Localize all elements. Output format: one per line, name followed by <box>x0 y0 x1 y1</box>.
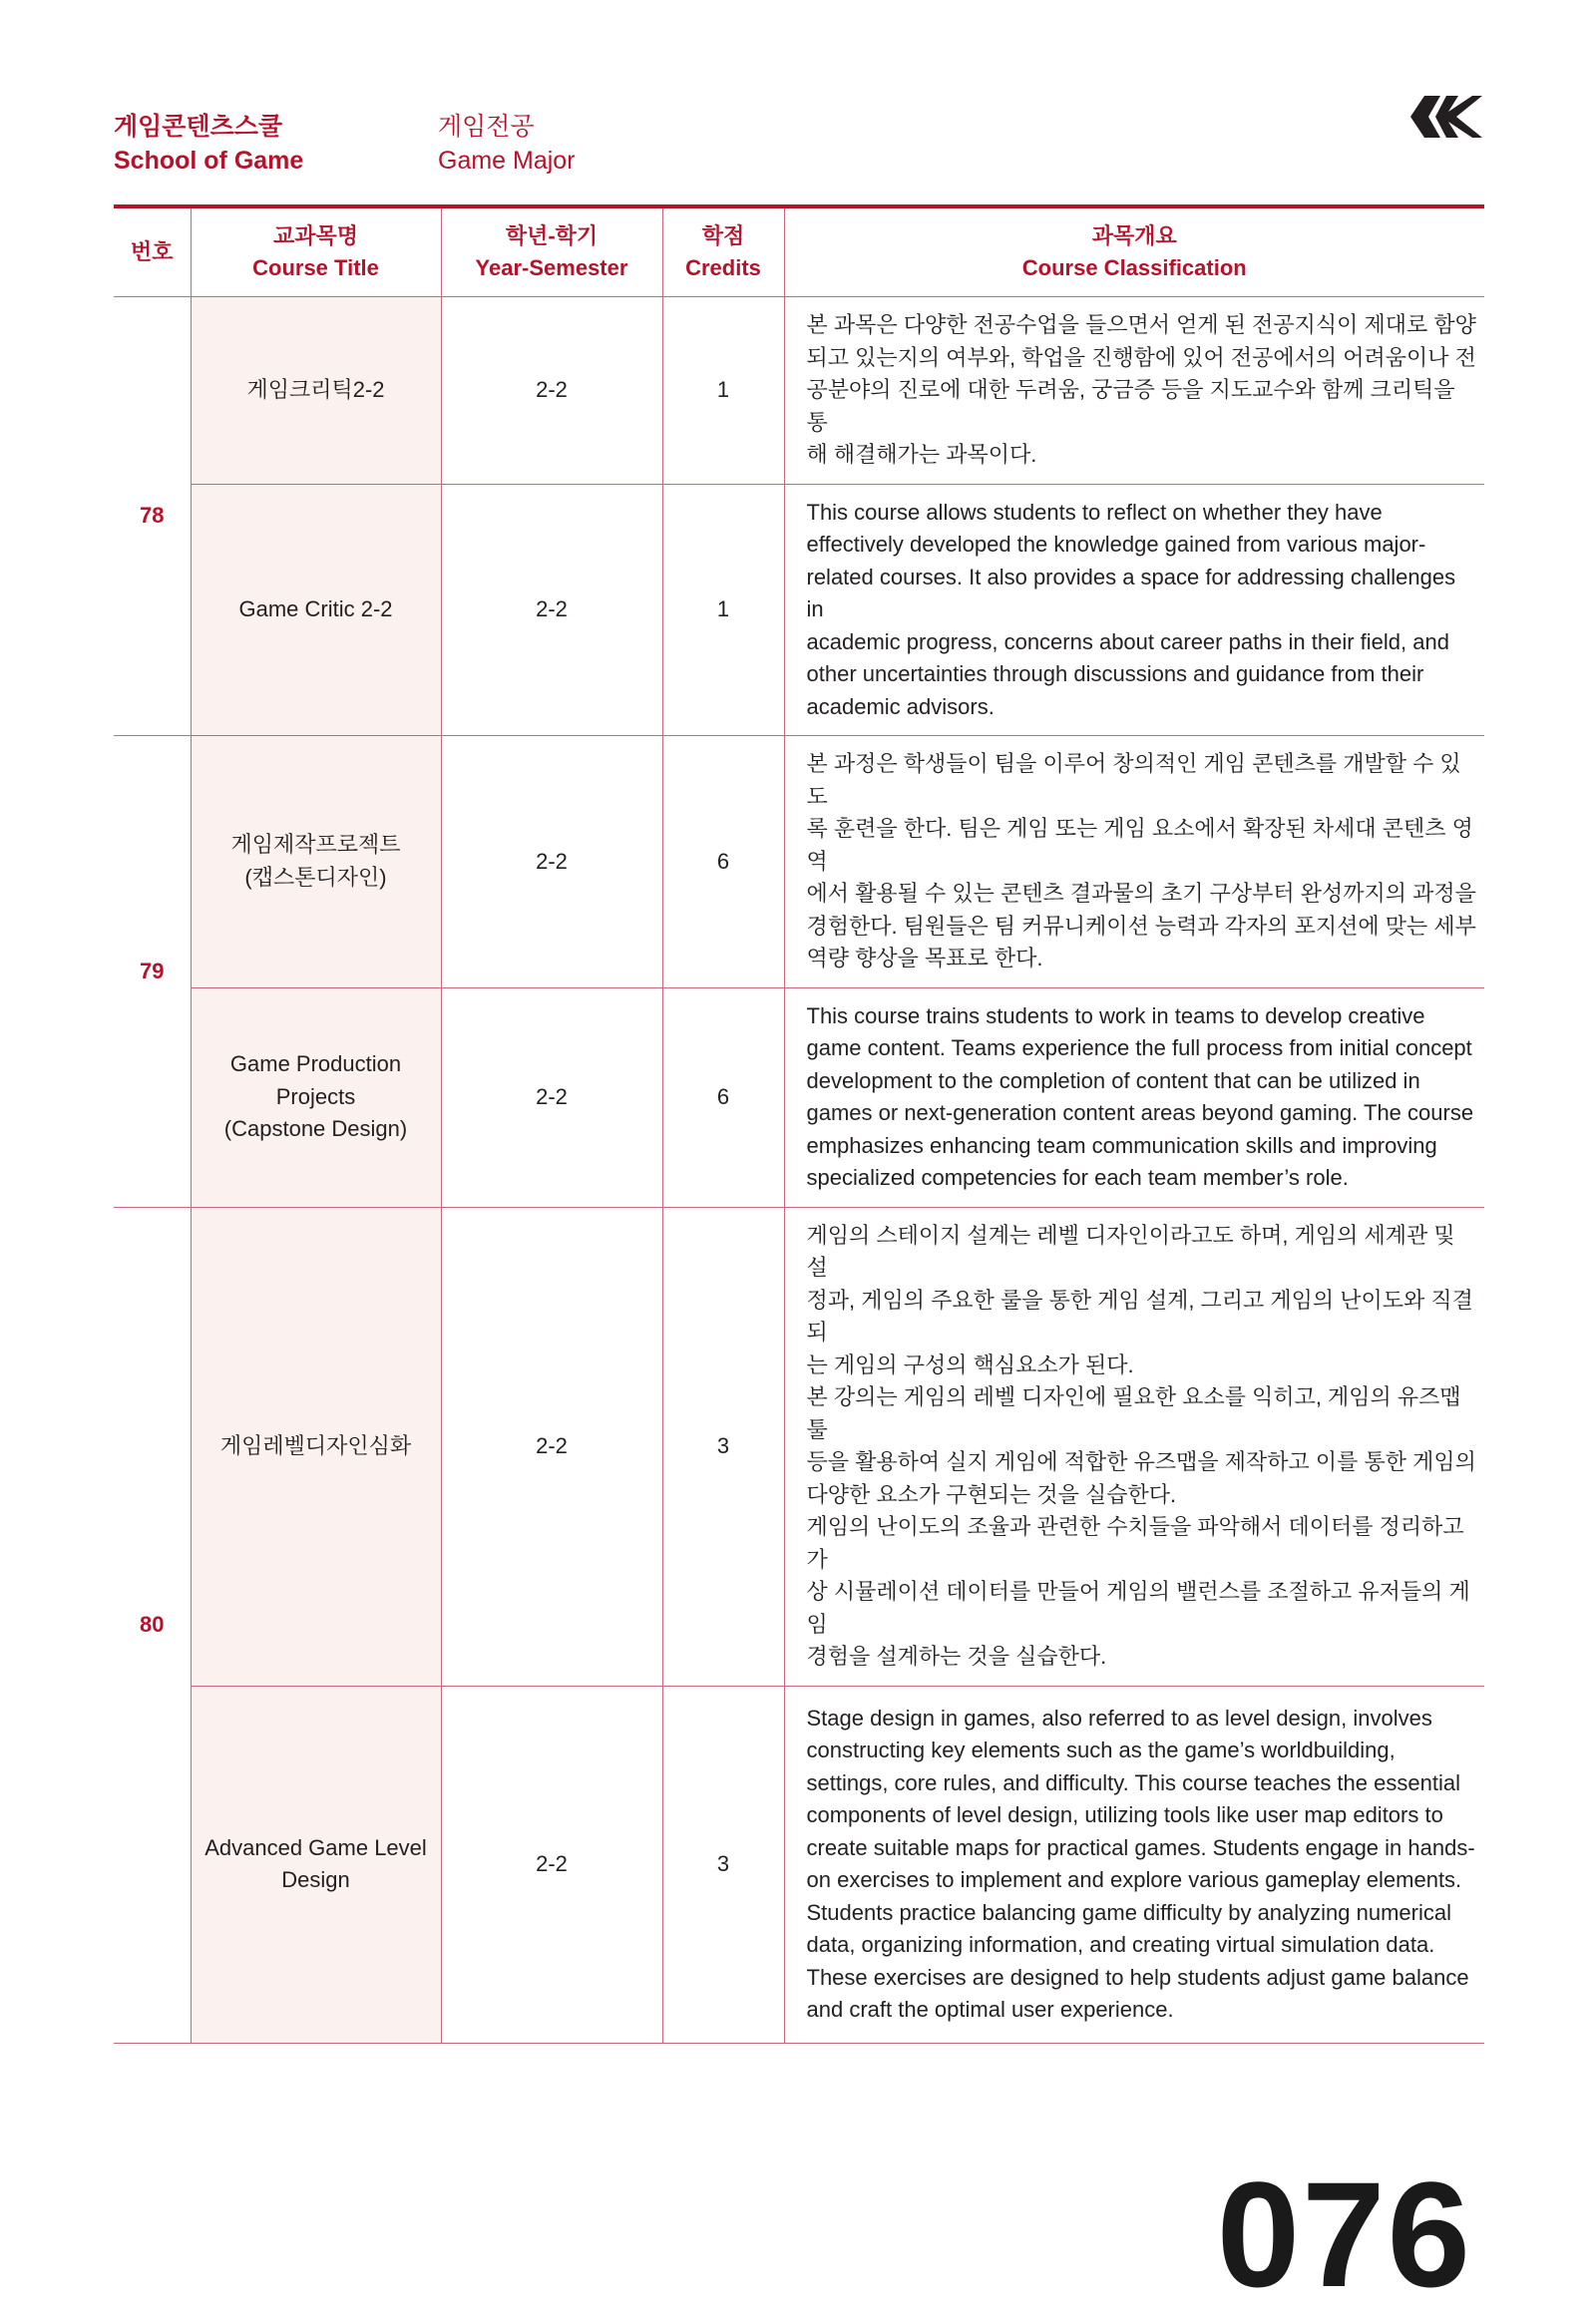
table-row <box>114 1207 1484 1686</box>
table-row <box>114 987 1484 1207</box>
school-name-en: School of Game <box>114 147 304 175</box>
course-description-line: academic advisors. <box>806 693 995 719</box>
course-description-line: constructing key elements such as the game’s worldbuilding, <box>806 1738 1396 1762</box>
course-title-line: Projects <box>275 1083 356 1109</box>
course-description-line: 는 게임의 구성의 핵심요소가 된다. <box>806 1352 1134 1377</box>
header-credits <box>662 208 784 297</box>
year-semester: 2-2 <box>441 297 662 485</box>
page-header <box>114 110 1484 180</box>
course-title: 게임크리틱2-2 <box>191 297 441 485</box>
course-description-line: effectively developed the knowledge gained from various major- <box>806 532 1426 557</box>
course-title-line: 게임제작프로젝트 <box>230 832 401 858</box>
course-description-line: create suitable maps for practical games. Students engage in hands- <box>806 1834 1475 1860</box>
header-year-semester <box>441 208 662 297</box>
course-description-line: This course trains students to work in teams to develop creative <box>806 1002 1425 1028</box>
header-year-en: Year-Semester <box>475 255 628 280</box>
course-description-line: 다양한 요소가 구현되는 것을 실습한다. <box>806 1481 1177 1507</box>
course-description-line: 해 해결해가는 과목이다. <box>806 442 1037 467</box>
course-description-line: Students practice balancing game difficulty by analyzing numerical <box>806 1899 1452 1925</box>
course-description-line: This course allows students to reflect on whether they have <box>806 499 1383 525</box>
year-semester: 2-2 <box>441 484 662 736</box>
course-description-line: 역량 향상을 목표로 한다. <box>806 946 1043 970</box>
header-course-title-ko: 교과목명 <box>272 223 358 248</box>
course-title: 게임레벨디자인심화 <box>191 1207 441 1686</box>
course-description-line: game content. Teams experience the full process from initial concept <box>806 1035 1472 1060</box>
year-semester: 2-2 <box>441 1207 662 1686</box>
course-number: 80 <box>114 1207 191 2043</box>
course-number: 78 <box>114 297 191 736</box>
major-name-en: Game Major <box>438 147 576 175</box>
course-title-line: (캡스톤디자인) <box>244 864 387 890</box>
course-table <box>114 208 1484 2044</box>
major-name-ko: 게임전공 <box>438 113 535 141</box>
course-description-line: games or next-generation content areas beyond gaming. The course <box>806 1100 1474 1125</box>
course-description-line: Stage design in games, also referred to as level design, involves <box>806 1705 1432 1731</box>
course-table-body <box>114 297 1484 2044</box>
course-title-line: Game Production <box>229 1051 402 1077</box>
course-description-line: related courses. It also provides a space for addressing challenges in <box>806 564 1456 621</box>
course-description-line: 게임의 난이도의 조율과 관련한 수치들을 파악해서 데이터를 정리하고 가 <box>806 1514 1464 1572</box>
course-description-line: data, organizing information, and creating virtual simulation data. <box>806 1932 1435 1957</box>
course-description-line: 공분야의 진로에 대한 두려움, 궁금증 등을 지도교수와 함께 크리틱을 통 <box>806 377 1455 435</box>
course-description <box>784 1207 1484 1686</box>
course-description-line: on exercises to implement and explore various gameplay elements. <box>806 1867 1462 1892</box>
course-description-line: 경험한다. 팀원들은 팀 커뮤니케이션 능력과 각자의 포지션에 맞는 세부 <box>806 913 1476 939</box>
table-row <box>114 297 1484 485</box>
header-course-title <box>191 208 441 297</box>
header-credits-ko: 학점 <box>701 223 745 248</box>
course-description-line: 경험을 설계하는 것을 실습한다. <box>806 1644 1107 1669</box>
course-description <box>784 297 1484 485</box>
course-description <box>784 1686 1484 2043</box>
course-description-line: 되고 있는지의 여부와, 학업을 진행함에 있어 전공에서의 어려움이나 전 <box>806 344 1476 370</box>
course-description-line: settings, core rules, and difficulty. This course teaches the essential <box>806 1769 1460 1795</box>
course-title-line: Design <box>281 1867 350 1892</box>
course-title <box>191 987 441 1207</box>
school-name <box>114 110 303 178</box>
course-description-line: emphasizes enhancing team communication skills and improving <box>806 1132 1437 1158</box>
course-description-line: 등을 활용하여 실지 게임에 적합한 유즈맵을 제작하고 이를 통한 게임의 <box>806 1449 1476 1474</box>
course-description <box>784 987 1484 1207</box>
course-number: 79 <box>114 736 191 1208</box>
course-description-line: 본 강의는 게임의 레벨 디자인에 필요한 요소를 익히고, 게임의 유즈맵 툴 <box>806 1384 1461 1442</box>
course-description <box>784 736 1484 988</box>
course-description-line: 본 과목은 다양한 전공수업을 들으면서 얻게 된 전공지식이 제대로 함양 <box>806 312 1476 337</box>
year-semester: 2-2 <box>441 987 662 1207</box>
table-row <box>114 1686 1484 2043</box>
course-description-line: 록 훈련을 한다. 팀은 게임 또는 게임 요소에서 확장된 차세대 콘텐츠 영역 <box>806 816 1473 874</box>
page-number: 076 <box>1216 2150 1472 2318</box>
course-description-line: and craft the optimal user experience. <box>806 1997 1174 2022</box>
header-credits-en: Credits <box>685 255 761 280</box>
course-description-line: academic progress, concerns about career paths in their field, and <box>806 628 1449 654</box>
school-name-ko: 게임콘텐츠스쿨 <box>114 113 283 141</box>
course-description-line: 정과, 게임의 주요한 룰을 통한 게임 설계, 그리고 게임의 난이도와 직결되 <box>806 1287 1473 1345</box>
course-title <box>191 736 441 988</box>
table-row <box>114 736 1484 988</box>
course-title-line: Advanced Game Level <box>204 1834 427 1860</box>
credits: 3 <box>662 1207 784 1686</box>
course-title: Game Critic 2-2 <box>191 484 441 736</box>
credits: 1 <box>662 484 784 736</box>
header-course-summary <box>784 208 1484 297</box>
course-title <box>191 1686 441 2043</box>
header-summary-ko: 과목개요 <box>1091 223 1177 248</box>
course-description-line: 게임의 스테이지 설계는 레벨 디자인이라고도 하며, 게임의 세계관 및 설 <box>806 1222 1455 1280</box>
header-number: 번호 <box>114 208 191 297</box>
table-row <box>114 484 1484 736</box>
year-semester: 2-2 <box>441 736 662 988</box>
credits: 6 <box>662 987 784 1207</box>
course-description-line: components of level design, utilizing tools like user map editors to <box>806 1802 1443 1827</box>
course-description-line: These exercises are designed to help students adjust game balance <box>806 1964 1469 1990</box>
credits: 3 <box>662 1686 784 2043</box>
major-name <box>438 110 576 178</box>
course-description-line: 본 과정은 학생들이 팀을 이루어 창의적인 게임 콘텐츠를 개발할 수 있도 <box>806 751 1461 809</box>
table-header-row <box>114 208 1484 297</box>
course-description-line: specialized competencies for each team member’s role. <box>806 1165 1349 1190</box>
course-description-line: development to the completion of content that can be utilized in <box>806 1067 1420 1093</box>
ck-logo-icon <box>1406 90 1484 144</box>
course-description-line: 에서 활용될 수 있는 콘텐츠 결과물의 초기 구상부터 완성까지의 과정을 <box>806 881 1476 906</box>
header-year-ko: 학년-학기 <box>505 223 598 248</box>
course-description-line: 상 시뮬레이션 데이터를 만들어 게임의 밸런스를 조절하고 유저들의 게임 <box>806 1579 1470 1637</box>
course-description <box>784 484 1484 736</box>
header-summary-en: Course Classification <box>1021 255 1247 280</box>
course-description-line: other uncertainties through discussions and guidance from their <box>806 661 1424 686</box>
course-title-line: (Capstone Design) <box>223 1116 408 1142</box>
credits: 6 <box>662 736 784 988</box>
credits: 1 <box>662 297 784 485</box>
header-course-title-en: Course Title <box>252 255 379 280</box>
year-semester: 2-2 <box>441 1686 662 2043</box>
